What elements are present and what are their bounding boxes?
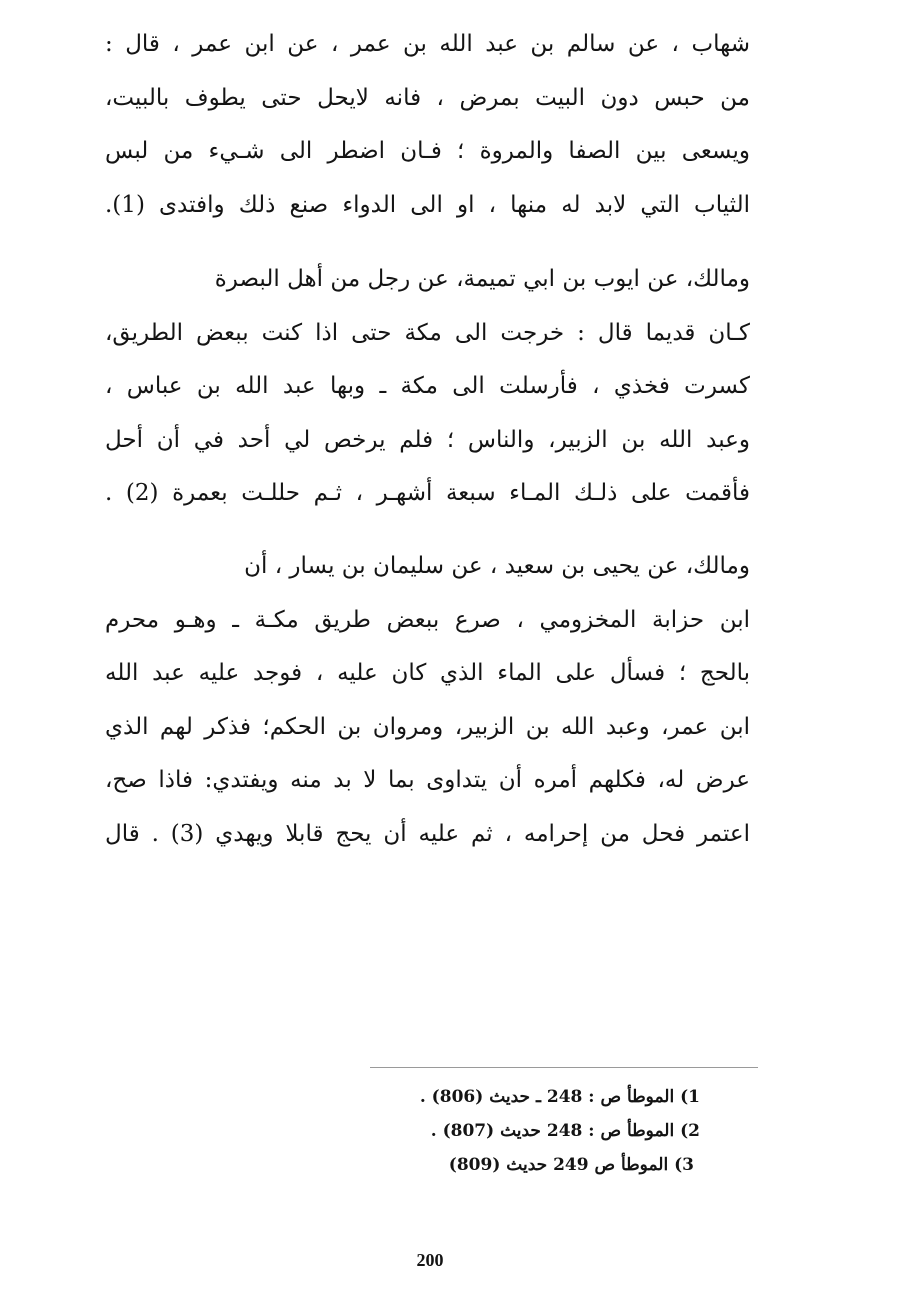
footnotes <box>300 1080 700 1182</box>
text-line: من حبس دون البيت بمرض ، فانه لايحل حتى يطوف بالبيت، <box>105 84 750 111</box>
text-line: فأقمت على ذلـك المـاء سبعة أشهـر ، ثـم حللـت بعمرة (2) . <box>105 480 750 506</box>
text-line: بالحج ؛ فسأل على الماء الذي كان عليه ، فوجد عليه عبد الله <box>105 660 750 686</box>
page-number: 200 <box>416 1250 444 1270</box>
text-line: كسرت فخذي ، فأرسلت الى مكة ـ وبها عبد الله بن عباس ، <box>105 373 750 399</box>
text-line: عرض له، فكلهم أمره أن يتداوى بما لا بد منه ويفتدي: فاذا صح، <box>105 767 750 793</box>
text-line: ومالك، عن يحيى بن سعيد ، عن سليمان بن يسار ، أن <box>244 553 750 579</box>
footnote-divider <box>370 1067 758 1068</box>
text-line: شهاب ، عن سالم بن عبد الله بن عمر ، عن ابن عمر ، قال : <box>105 31 750 57</box>
footnote-3: 3) الموطأ ص 249 حديث (809) <box>448 1155 694 1175</box>
paragraph-3 <box>105 540 750 861</box>
paragraph-2 <box>105 253 750 521</box>
text-line: وعبد الله بن الزبير، والناس ؛ فلم يرخص لي أحد في أن أحل <box>105 426 750 453</box>
text-line: اعتمر فحل من إحرامه ، ثم عليه أن يحج قابلا ويهدي (3) . قال <box>105 820 750 847</box>
text-line: ابن حزابة المخزومي ، صرع ببعض طريق مكـة ـ وهـو محرم <box>105 606 750 633</box>
text-line: ومالك، عن ايوب بن ابي تميمة، عن رجل من أهل البصرة <box>214 266 750 292</box>
footnote-2: 2) الموطأ ص : 248 حديث (807) . <box>430 1121 700 1141</box>
paragraph-1 <box>105 18 750 232</box>
footnote-1: 1) الموطأ ص : 248 ـ حديث (806) . <box>419 1087 700 1107</box>
text-line: ويسعى بين الصفا والمروة ؛ فـان اضطر الى شـيء من لبس <box>105 138 750 164</box>
text-line: الثياب التي لابد له منها ، او الى الدواء صنع ذلك وافتدى (1). <box>105 191 750 218</box>
text-line: ابن عمر، وعبد الله بن الزبير، ومروان بن الحكم؛ فذكر لهم الذي <box>105 713 750 740</box>
text-line: كـان قديما قال : خرجت الى مكة حتى اذا كنت ببعض الطريق، <box>105 319 750 346</box>
